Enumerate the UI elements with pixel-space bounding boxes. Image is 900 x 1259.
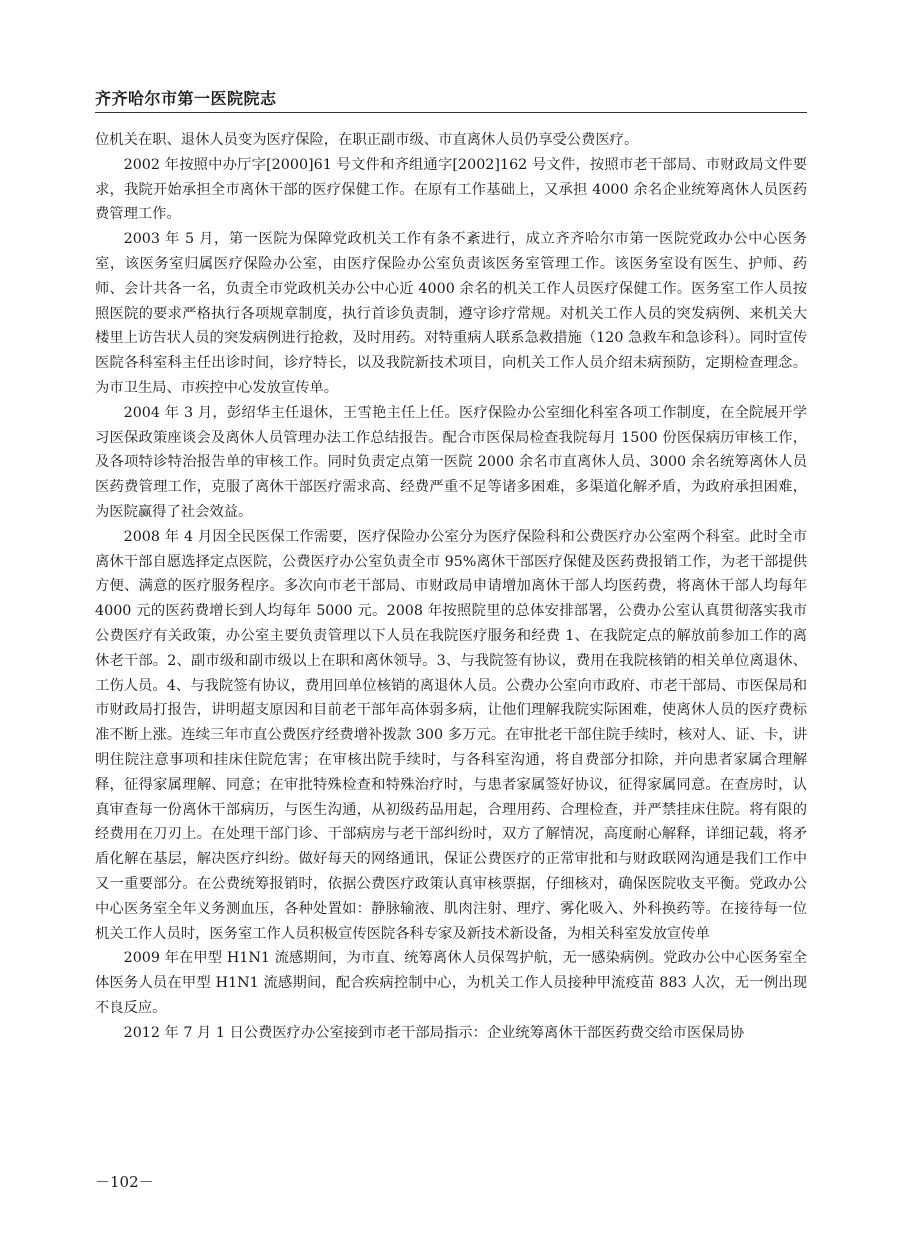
paragraph-2004: 2004 年 3 月，彭绍华主任退休，王雪艳主任上任。医疗保险办公室细化科室各项工作制度，在全院展开学习医保政策座谈会及离休人员管理办法工作总结报告。配合市医保局检查我院每月 1500 份医保病历审核工作，及各项特诊特治报告单的审核工作。同时负责定点第一医院 2000 余名市直离休人员、3000 余名统筹离休人员医药费管理工作，克服了离休干部医疗需求高、经费严重不足等诸多困难，多渠道化解矛盾，为政府承担困难，为医院赢得了社会效益。	[95, 404, 807, 520]
running-header	[95, 86, 807, 113]
page-number: －102－	[95, 1173, 154, 1191]
paragraph-2008: 2008 年 4 月因全民医保工作需要，医疗保险办公室分为医疗保险科和公费医疗办公室两个科室。此时全市离休干部自愿选择定点医院，公费医疗办公室负责全市 95%离休干部医疗保健及医药费报销工作，为老干部提供方便、满意的医疗服务程序。多次向市老干部局、市财政局申请增加离休干部人均医药费，将离休干部人均每年 4000 元的医药费增长到人均每年 5000 元。2008 年按照院里的总体安排部署，公费办公室认真贯彻落实我市公费医疗有关政策，办公室主要负责管理以下人员在我院医疗服务和经费 1、在我院定点的解放前参加工作的离休老干部。2、副市级和副市级以上在职和离休领导。3、与我院签有协议，费用在我院核销的相关单位离退休、工伤人员。4、与我院签有协议，费用回单位核销的离退休人员。公费办公室向市政府、市老干部局、市医保局和市财政局打报告，讲明超支原因和目前老干部年高体弱多病，让他们理解我院实际困难，使离休人员的医疗费标准不断上涨。连续三年市直公费医疗经费增补拨款 300 多万元。在审批老干部住院手续时，核对人、证、卡，讲明住院注意事项和挂床住院危害；在审核出院手续时，与各科室沟通，将自费部分扣除，并向患者家属合理解释，征得家属理解、同意；在审批特殊检查和特殊治疗时，与患者家属签好协议，征得家属同意。在查房时，认真审查每一份离休干部病历，与医生沟通，从初级药品用起，合理用药、合理检查，并严禁挂床住院。将有限的经费用在刀刃上。在处理干部门诊、干部病房与老干部纠纷时，双方了解情况，高度耐心解释，详细记载，将矛盾化解在基层，解决医疗纠纷。做好每天的网络通讯，保证公费医疗的正常审批和与财政联网沟通是我们工作中又一重要部分。在公费统筹报销时，依据公费医疗政策认真审核票据，仔细核对，确保医院收支平衡。党政办公中心医务室全年义务测血压，各种处置如：静脉输液、肌肉注射、理疗、雾化吸入、外科换药等。在接待每一位机关工作人员时，医务室工作人员积极宣传医院各科专家及新技术新设备，为相关科室发放宣传单	[95, 528, 807, 942]
paragraph-2012: 2012 年 7 月 1 日公费医疗办公室接到市老干部局指示：企业统筹离休干部医药费交给市医保局协	[123, 1024, 745, 1041]
paragraph-2002: 2002 年按照中办厅字[2000]61 号文件和齐组通字[2002]162 号文件，按照市老干部局、市财政局文件要求，我院开始承担全市离休干部的医疗保健工作。在原有工作基础上，又承担 4000 余名企业统筹离休人员医药费管理工作。	[95, 156, 807, 223]
header-title: 齐齐哈尔市第一医院院志	[95, 89, 277, 108]
body-text	[95, 128, 807, 1045]
paragraph-2009: 2009 年在甲型 H1N1 流感期间，为市直、统筹离休人员保驾护航，无一感染病例。党政办公中心医务室全体医务人员在甲型 H1N1 流感期间，配合疾病控制中心，为机关工作人员接种甲流疫苗 883 人次，无一例出现不良反应。	[95, 950, 807, 1016]
paragraph-continuation: 位机关在职、退休人员变为医疗保险，在职正副市级、市直离休人员仍享受公费医疗。	[95, 132, 639, 148]
paragraph-2003: 2003 年 5 月，第一医院为保障党政机关工作有条不紊进行，成立齐齐哈尔市第一医院党政办公中心医务室，该医务室归属医疗保险办公室，由医疗保险办公室负责该医务室管理工作。该医务室设有医生、护师、药师、会计共各一名，负责全市党政机关办公中心近 4000 余名的机关工作人员医疗保健工作。医务室工作人员按照医院的要求严格执行各项规章制度，执行首诊负责制，遵守诊疗常规。对机关工作人员的突发病例、来机关大楼里上访告状人员的突发病例进行抢救，及时用药。对特重病人联系急救措施（120 急救车和急诊科）。同时宣传医院各科室科主任出诊时间，诊疗特长，以及我院新技术项目，向机关工作人员介绍未病预防，定期检查理念。为市卫生局、市疾控中心发放宣传单。	[95, 231, 807, 396]
